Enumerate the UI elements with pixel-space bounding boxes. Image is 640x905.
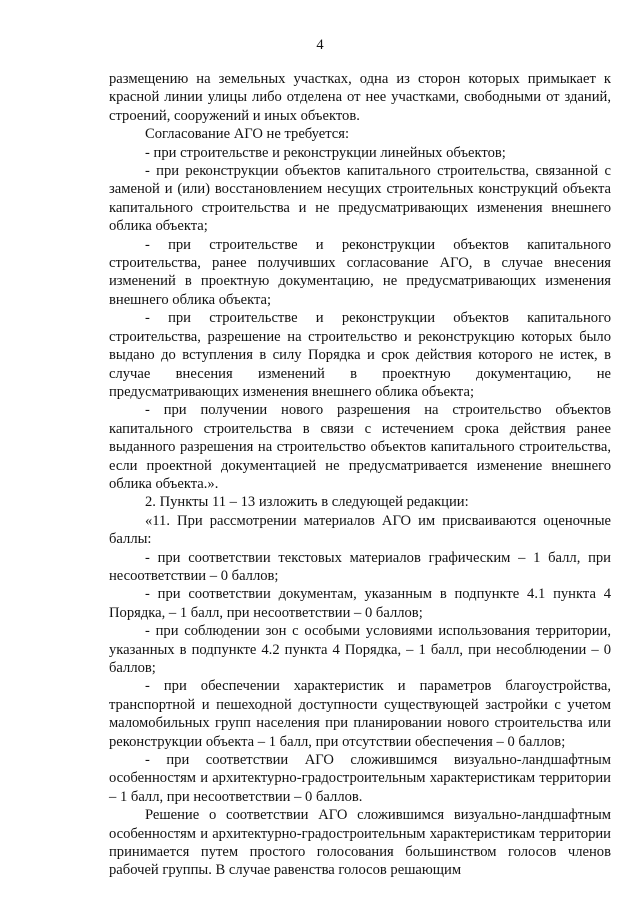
paragraph-decision: Решение о соответствии АГО сложившимся визуально-ландшафтным особенностям и архитектурно-градостроительным характеристикам территории принимается путем простого голосования большинством голосов членов рабочей группы. В случае равенства голосов решающим [109, 807, 611, 879]
list-item-permit-before-order: - при строительстве и реконструкции объектов капитального строительства, разрешение на строительство и реконструкцию которых было выдано до вступления в силу Порядка и срок действия которого не истек, в случае внесения изменений в проектную документацию, не предусматривающих изменения внешнего облика объекта; [109, 310, 611, 400]
page-number: 4 [316, 37, 324, 53]
paragraph-approval-not-required: Согласование АГО не требуется: [145, 126, 350, 143]
list-item-new-permit: - при получении нового разрешения на строительство объектов капитального строительства в связи с истечением срока действия ранее выданного разрешения на строительство объектов капитального строительства, если проектной документацией не предусматривается изменение внешнего облика объекта.». [109, 402, 611, 492]
list-item-text-graphic-match: - при соответствии текстовых материалов графическим – 1 балл, при несоответствии – 0 баллов; [109, 549, 611, 584]
list-item-previously-approved: - при строительстве и реконструкции объектов капитального строительства, ранее получивших согласование АГО, в случае внесения изменений в проектную документацию, не предусматривающих изменения внешнего облика объекта; [109, 236, 611, 308]
paragraph-amend-items: 2. Пункты 11 – 13 изложить в следующей редакции: [145, 494, 469, 511]
paragraph-placement-continuation: размещению на земельных участках, одна из сторон которых примыкает к красной линии улицы либо отделена от нее участками, свободными от зданий, строений, сооружений и иных объектов. [109, 71, 611, 124]
list-item-linear-objects: - при строительстве и реконструкции линейных объектов; [145, 144, 506, 161]
paragraph-item-11: «11. При рассмотрении материалов АГО им присваиваются оценочные баллы: [109, 512, 611, 548]
document-body [109, 70, 611, 880]
list-item-documents-match: - при соответствии документам, указанным в подпункте 4.1 пункта 4 Порядка, – 1 балл, при несоответствии – 0 баллов; [109, 586, 611, 621]
list-item-landscape-match: - при соответствии АГО сложившимся визуально-ландшафтным особенностям и архитектурно-градостроительным характеристикам территории – 1 балл, при несоответствии – 0 баллов. [109, 752, 611, 805]
list-item-accessibility: - при обеспечении характеристик и параметров благоустройства, транспортной и пешеходной доступности существующей застройки с учетом маломобильных групп населения при планировании нового строительства или реконструкции объекта – 1 балл, при отсутствии обеспечения – 0 баллов; [109, 678, 611, 750]
list-item-reconstruction-load-bearing: - при реконструкции объектов капитального строительства, связанной с заменой и (или) восстановлением несущих строительных конструкций объекта капитального строительства и не предусматривающих изменения внешнего облика объекта; [109, 163, 611, 235]
list-item-special-zones: - при соблюдении зон с особыми условиями использования территории, указанных в подпункте 4.2 пункта 4 Порядка, – 1 балл, при несоблюдении – 0 баллов; [109, 623, 611, 676]
